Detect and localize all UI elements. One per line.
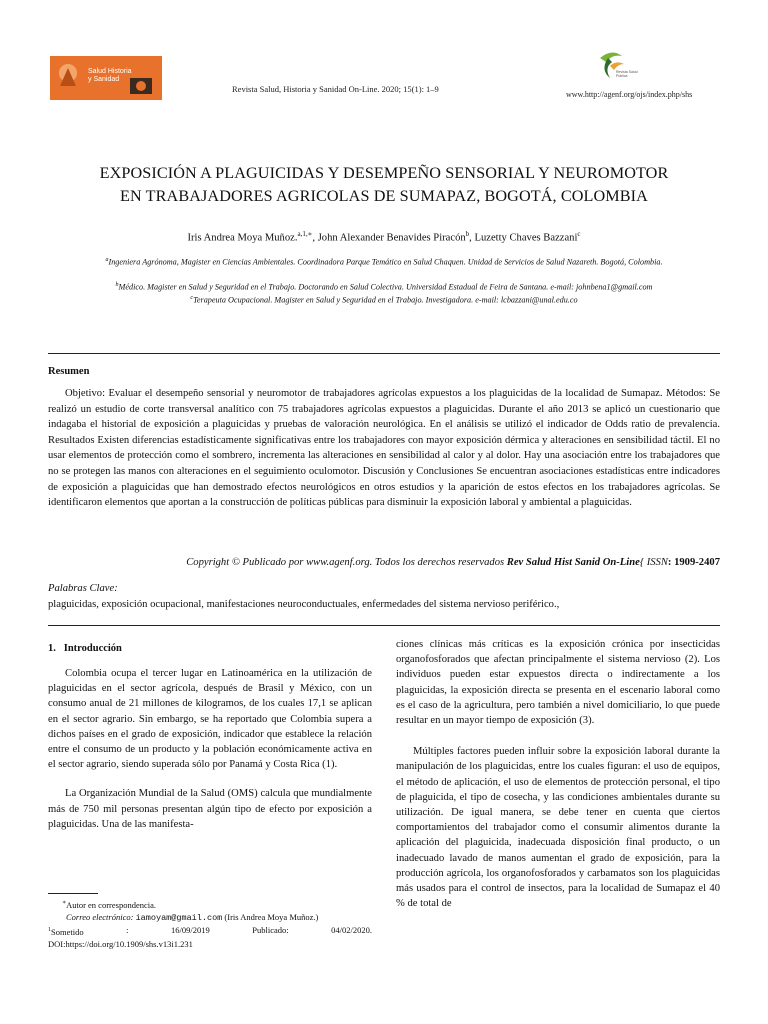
affiliation-marker: c <box>190 295 194 301</box>
published-date: 04/02/2020. <box>331 924 372 935</box>
abstract-text: Objetivo: Evaluar el desempeño sensorial y neuromotor de trabajadores agrícolas expuestos a los plaguicidas de la localidad de Sumapaz. Métodos: Se realizó un estudio de corte transversal analítico con 75 trabajadores agrícolas expuestos a plaguicidas. Durante el año 2013 se aplicó un cuestionario que indagaba el historial de exposición a plaguicidas y pruebas de valoración neurológica. En el análisis se utilizó el indicador de Odds ratio de prevalencia. Resultados Existen diferencias estadísticamente significativas entre los trabajadores con mayor exposición dérmica y alteraciones en sensibilidad táctil. El no usar elementos de protección como el sombrero, incrementa las alteraciones en sensibilidad al calor y al dolor. Hay una asociación entre los trabajadores que no se protegen las manos con alteraciones en el seguimiento oculomotor. Discusión y Conclusiones Se encuentran asociaciones estadísticas entre indicadores de exposición a plaguicidas que han demostrado efectos neurológicos en otros estudios y la aparición de estos efectos en los trabajadores agrícolas. Se identificaron elementos que aportan a la construcción de políticas públicas para disminuir la exposición laboral y ambiental a plaguicidas. <box>48 388 720 509</box>
email-note <box>48 911 372 924</box>
affiliation-text: Médico. Magister en Salud y Seguridad en el Trabajo. Doctorando en Salud Colectiva. Universidad Estadual de Feira de Santana. e-mail: johnbena1@gmail.com <box>118 282 653 292</box>
affiliation-marker: a <box>105 257 109 263</box>
affiliation-marker: b <box>115 282 119 288</box>
author-superscript: c <box>577 230 581 238</box>
submitted-label: Sometido <box>51 926 84 937</box>
logo-left-text: Salud Historia y Sanidad <box>88 68 132 83</box>
intro-paragraph: Múltiples factores pueden influir sobre la exposición laboral durante la manipulación de los plaguicidas, entre los cuales figuran: el uso de equipos, el método de aplicación, el uso de elementos de protección personal, el tipo de plaguicida, el tipo de cosecha, y las condiciones ambientales durante su utilización. De igual manera, se debe tener en cuenta que ciertos comportamientos del trabajador como el consumir alimentos durante la aplicación del plaguicida, inadecuada disposición final producto, o un inadecuado lavado de manos aumentan el grado de exposición, para la producción agrícola, los organofosforados y carbamatos son los plaguicidas más usados para el control de insectos, para la localidad de Sumapaz el 40 % de total de <box>396 746 720 910</box>
section-number: 1. <box>48 643 56 654</box>
copyright-text: Copyright © Publicado por www.agenf.org. Todos los derechos reservados <box>186 557 505 568</box>
copyright-journal: Rev Salud Hist Sanid On-Line <box>506 557 640 568</box>
affiliation-text: Terapeuta Ocupacional. Magister en Salud y Seguridad en el Trabajo. Investigadora. e-mail: lcbazzani@unal.edu.co <box>193 295 578 305</box>
intro-paragraph: La Organización Mundial de la Salud (OMS) calcula que mundialmente más de 750 mil personas presentan algún tipo de efecto por exposición a plaguicidas. Una de las manifesta- <box>48 788 372 830</box>
keywords-text: plaguicidas, exposición ocupacional, manifestaciones neuroconductuales, enfermedades del sistema nervioso periférico., <box>48 599 560 610</box>
title-line-1: EXPOSICIÓN A PLAGUICIDAS Y DESEMPEÑO SENSORIAL Y NEUROMOTOR <box>99 164 669 182</box>
copyright-line <box>48 557 720 568</box>
keywords-label: Palabras Clave: <box>48 583 118 594</box>
correspondence-text: Autor en correspondencia. <box>66 899 157 910</box>
section-heading-introduction <box>48 643 122 654</box>
published-label: Publicado: <box>252 924 289 935</box>
author-name: Luzetty Chaves Bazzani <box>474 232 578 244</box>
title-line-2: EN TRABAJADORES AGRICOLAS DE SUMAPAZ, BOGOTÁ, COLOMBIA <box>120 187 648 205</box>
intro-paragraph: Colombia ocupa el tercer lugar en Latinoamérica en la utilización de plaguicidas en el sector agrícola, después de Brasil y México, con un consumo anual de 21 millones de kilogramos, de los cuales 17,1 se aplican en el sector agrario. Sin embargo, se ha reportado que Colombia supera a dichos países en el grado de exposición, indicador que establece la relación entre el consumo de un producto y la población económicamente activa en el sector agrario, siendo superada sólo por Panamá y Costa Rica (1). <box>48 668 372 771</box>
copyright-issn-label: { ISSN <box>639 557 668 568</box>
intro-paragraph: ciones clínicas más críticas es la exposición crónica por insecticidas organofosforados que afectan principalmente el sistema nervioso (2). Los individuos pueden estar expuestos directa o indirectamente a los plaguicidas, la exposición directa se presenta en el escenario laboral como es el caso de la agricultura, pero también a nivel domiciliario, lo que puede resultar en un mayor tiempo de exposición (3). <box>396 639 720 727</box>
footnote-marker: ∗ <box>62 900 67 906</box>
email-owner: (Iris Andrea Moya Muñoz.) <box>224 911 319 922</box>
article-title <box>40 162 728 208</box>
affiliation-c <box>40 293 728 306</box>
copyright-issn: : 1909-2407 <box>667 557 720 568</box>
intro-right-column <box>396 637 720 911</box>
abstract-heading: Resumen <box>48 366 90 377</box>
footnotes <box>48 897 372 950</box>
email-label: Correo electrónico: <box>66 911 134 922</box>
author-list: Iris Andrea Moya Muñoz.$^{a,1,∗}$, John Alexander Benavides Piracón$^b$, Luzetty Chaves Bazzani$^c$ <box>187 230 581 244</box>
journal-citation: Revista Salud, Historia y Sanidad On-Line. 2020; 15(1): 1–9 <box>232 84 439 94</box>
section-title: Introducción <box>63 643 122 654</box>
footnote-marker: 1 <box>48 926 51 933</box>
journal-url-link[interactable]: www.http://agenf.org/ojs/index.php/shs <box>566 90 693 99</box>
logo-right-text: Revista Salud Pública <box>616 70 638 78</box>
correspondence-note <box>48 897 372 911</box>
dates-note <box>48 924 372 938</box>
affiliation-text: Ingeniera Agrónoma, Magister en Ciencias Ambientales. Coordinadora Parque Temático en Salud Chaquen. Unidad de Servicios de Salud Nazareth. Bogotá, Colombia. <box>108 257 663 267</box>
doi-link[interactable]: DOI:https://doi.org/10.1909/shs.v13i1.231 <box>48 938 193 949</box>
email-address[interactable]: iamoyam@gmail.com <box>135 912 223 923</box>
author-superscript: b <box>465 230 470 238</box>
submitted-date: 16/09/2019 <box>171 924 210 935</box>
affiliation-b <box>40 280 728 293</box>
abstract-bottom-rule <box>48 625 720 626</box>
journal-logo-right <box>594 48 636 88</box>
intro-left-column <box>48 666 372 832</box>
journal-logo-left <box>50 56 162 100</box>
author-name: John Alexander Benavides Piracón <box>317 232 466 244</box>
abstract-top-rule <box>48 353 720 354</box>
author-name: Iris Andrea Moya Muñoz. <box>187 232 298 244</box>
affiliation-a <box>54 255 714 268</box>
footnote-rule <box>48 893 98 894</box>
author-superscript: a,1,∗ <box>297 230 313 238</box>
submitted-colon: : <box>126 924 129 935</box>
